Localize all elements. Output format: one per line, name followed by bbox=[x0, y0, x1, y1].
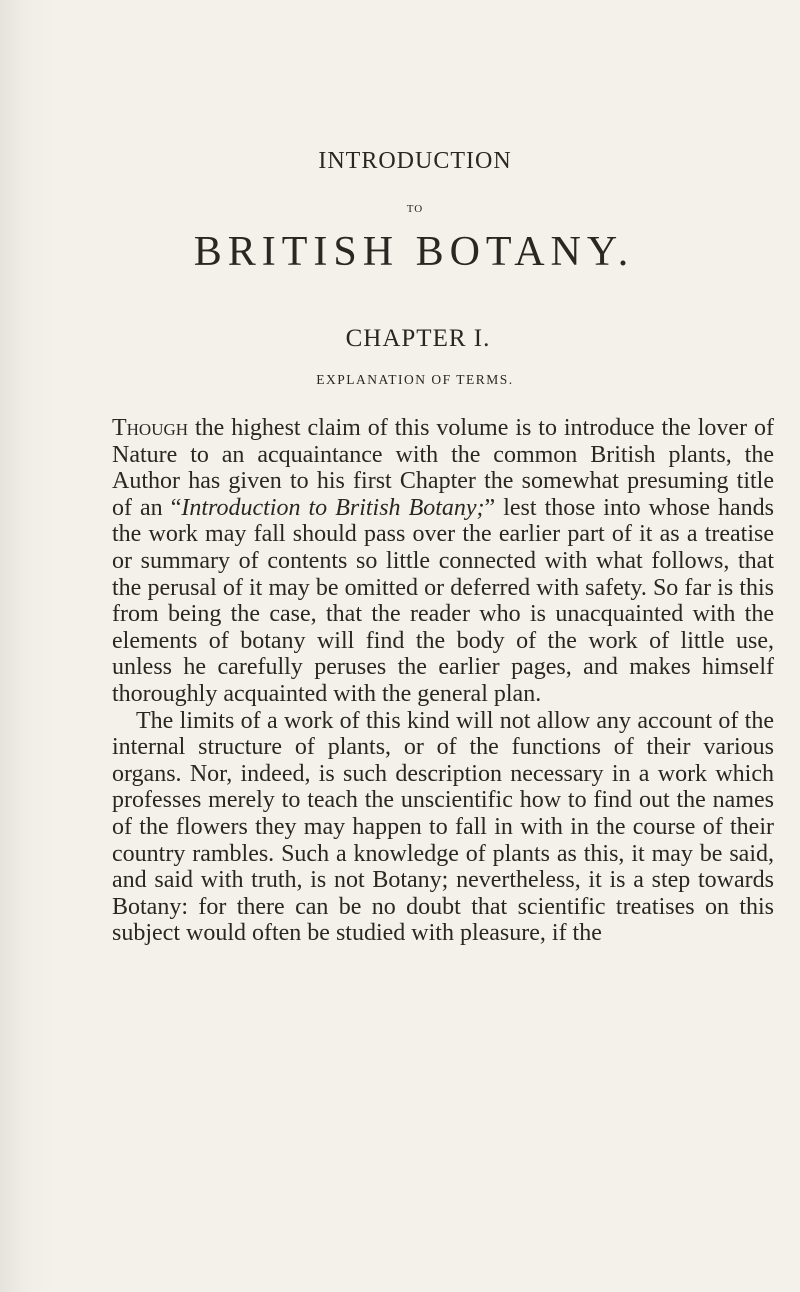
lead-word: Though bbox=[112, 415, 189, 441]
book-title: BRITISH BOTANY. bbox=[193, 229, 635, 275]
paragraph-2: The limits of a work of this kind will not allow any account of the internal structure of plants, or of the functions of their various organs. Nor, indeed, is such description necessary in a work which professes merely to teach the unscientific how to find out the names of the flowers they may happen to fall in with in the course of their country rambles. Such a knowledge of plants as this, it may be said, and said with truth, is not Botany; nevertheless, it is a step towards Botany: for there can be no doubt that scientific treatises on this subject would often be studied with pleasure, if the bbox=[112, 707, 774, 947]
body-text bbox=[112, 415, 774, 947]
paragraph-1-text-a: the highest claim of this volume is to introduce the lover of Nature to an acquaintance with the common British plants, the Author has given to his first Chapter the somewhat presuming title of an “ bbox=[112, 415, 774, 521]
book-title-italic: Introduction to British Botany; bbox=[181, 494, 485, 521]
heading-to: TO bbox=[406, 203, 424, 215]
heading-introduction: INTRODUCTION bbox=[318, 148, 512, 174]
paragraph-1-text-b: ” lest those into whose hands the work may fall should pass over the earlier part of it as a treatise or summary of contents so little connected with what follows, that the perusal of it may be omitted or deferred with safety. So far is this from being the case, that the reader who is unacquainted with the elements of botany will find the body of the work of little use, unless he carefully peruses the earlier pages, and makes himself thoroughly acquainted with the general plan. bbox=[112, 494, 774, 707]
chapter-subtitle: EXPLANATION OF TERMS. bbox=[316, 372, 514, 387]
paragraph-1 bbox=[112, 415, 774, 708]
chapter-heading: CHAPTER I. bbox=[345, 325, 491, 352]
